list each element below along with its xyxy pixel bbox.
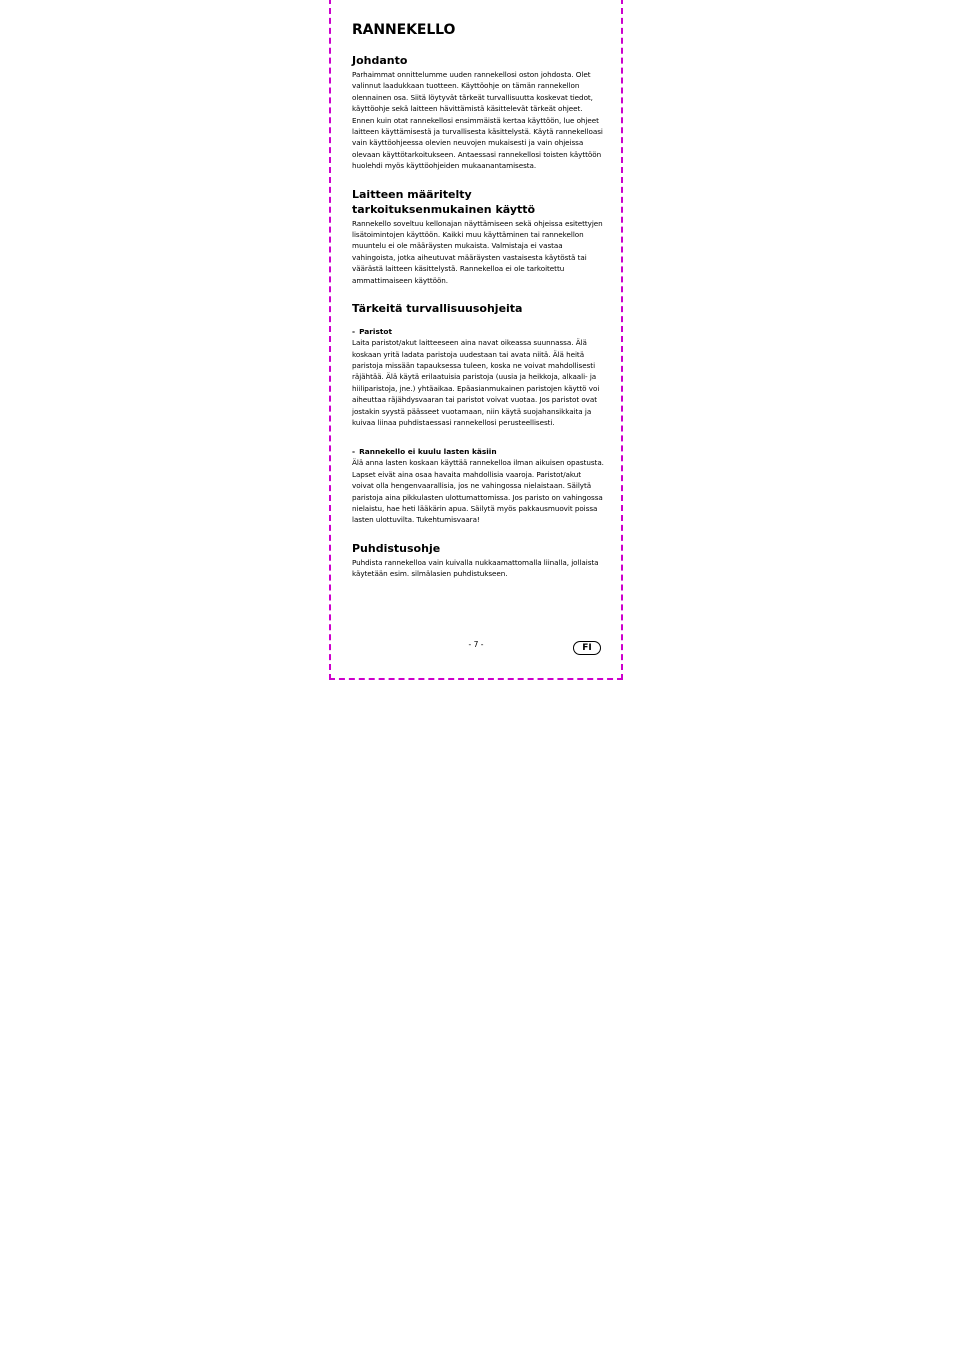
intended-use-heading	[352, 187, 604, 217]
section-intro	[352, 53, 604, 172]
children-body: Älä anna lasten koskaan käyttää rannekelloa ilman aikuisen opastusta. Lapset eivät aina osaa havaita mahdollisia vaaroja. Paristot/akut voivat olla hengenvaarallisia, jos ne vahingossa nielaistaan. Säilytä paristoja aina pikkulasten ulottumattomissa. Jos paristo on vahingossa nielaistu, hae heti lääkärin apua. Säilytä myös pakkausmuovit poissa lasten ulottuvilta. Tukehtumisvaara!	[352, 458, 604, 525]
language-badge: FI	[573, 641, 601, 655]
batteries-subheading	[352, 326, 604, 337]
cleaning-heading: Puhdistusohje	[352, 541, 441, 555]
intended-use-heading-line2: tarkoituksenmukainen käyttö	[352, 202, 536, 216]
page-number: - 7 -	[468, 640, 484, 649]
children-dash: -	[352, 447, 356, 457]
intended-use-heading-line1: Laitteen määritelty	[352, 187, 472, 201]
manual-page	[329, 0, 623, 680]
page-content	[352, 22, 604, 595]
section-safety	[352, 301, 604, 526]
children-subheading	[352, 446, 604, 457]
intro-body: Parhaimmat onnittelumme uuden rannekellosi oston johdosta. Olet valinnut laadukkaan tuotteen. Käyttöohje on tämän rannekellon olennainen osa. Siitä löytyvät tärkeät turvallisuutta koskevat tiedot, käyttöohje sekä laitteen hävittämistä käsittelevät tärkeät ohjeet. Ennen kuin otat rannekellosi ensimmäistä kertaa käyttöön, lue ohjeet laitteen käyttämisestä ja turvallisesta käsittelystä. Käytä rannekelloasi vain käyttöohjeessa olevien neuvojen mukaisesti ja vain ohjeissa olevaan käyttötarkoitukseen. Antaessasi rannekellosi toisten käyttöön huolehdi myös käyttöohjeiden mukaanantamisesta.	[352, 70, 603, 171]
section-intended-use	[352, 187, 604, 286]
batteries-dash: -	[352, 327, 356, 337]
safety-heading: Tärkeitä turvallisuusohjeita	[352, 302, 523, 316]
children-label: Rannekello ei kuulu lasten käsiin	[359, 447, 497, 457]
batteries-label: Paristot	[359, 327, 393, 337]
cleaning-body: Puhdista rannekelloa vain kuivalla nukkaamattomalla liinalla, jollaista käytetään esim. silmälasien puhdistukseen.	[352, 557, 599, 579]
intended-use-body: Rannekello soveltuu kellonajan näyttämiseen sekä ohjeissa esitettyjen lisätoimintojen käyttöön. Kaikki muu käyttäminen tai rannekellon muuntelu ei ole määräysten mukaista. Valmistaja ei vastaa vahingoista, jotka aiheutuvat määräysten vastaisesta käytöstä tai väärästä laitteen käsittelystä. Rannekelloa ei ole tarkoitettu ammattimaiseen käyttöön.	[352, 218, 603, 285]
batteries-body: Laita paristot/akut laitteeseen aina navat oikeassa suunnassa. Älä koskaan yritä ladata paristoja uudestaan tai avata niitä. Älä heitä paristoja missään tapauksessa tuleen, koska ne voivat mahdollisesti räjähtää. Älä käytä erilaatuisia paristoja (uusia ja heikkoja, alkaali- ja hiiliparistoja, jne.) yhtäaikaa. Epäasianmukainen paristojen käyttö voi aiheuttaa räjähdysvaaran tai paristot voivat vuotaa. Jos paristot ovat jostakin syystä päässeet vuotamaan, niin käytä suojahansikkaita ja kuivaa liinaa puhdistaessasi rannekellosi perusteellisesti.	[352, 338, 600, 427]
section-cleaning	[352, 541, 604, 580]
intro-heading: Johdanto	[352, 54, 408, 67]
document-title: RANNEKELLO	[352, 22, 456, 38]
